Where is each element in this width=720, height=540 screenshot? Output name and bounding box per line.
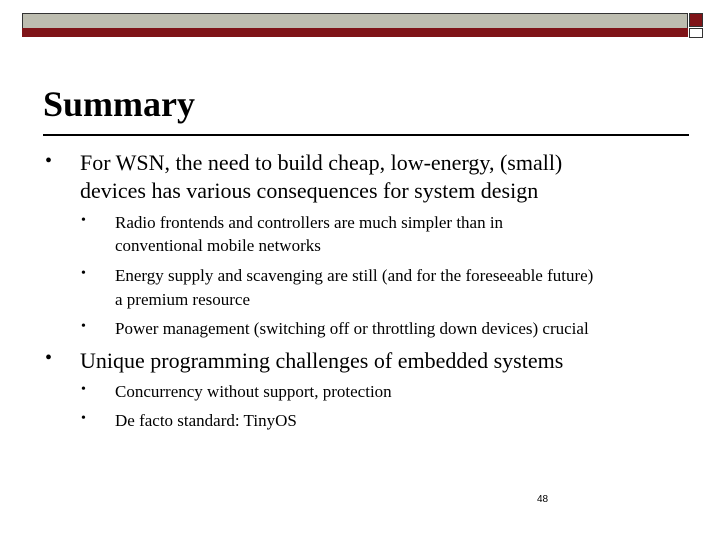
sub-bullet-1-3-line1: Power management (switching off or throttling down devices) crucial <box>115 319 589 338</box>
sub-bullet-1-2-line2: a premium resource <box>115 290 250 309</box>
sub-bullet-dot: • <box>81 411 86 426</box>
sub-bullet-2-2-line1: De facto standard: TinyOS <box>115 411 297 430</box>
bullet-dot: • <box>45 347 53 369</box>
sub-bullet-1-2-line1: Energy supply and scavenging are still (and for the foreseeable future) <box>115 266 594 285</box>
sub-bullet-dot: • <box>81 266 86 281</box>
title-rule <box>43 134 689 136</box>
sub-bullet-dot: • <box>81 213 86 228</box>
bullet-dot: • <box>45 150 53 172</box>
bullet-1-line1: For WSN, the need to build cheap, low-energy, (small) <box>80 150 563 175</box>
header-white-square <box>689 28 703 38</box>
slide-title: Summary <box>43 84 195 124</box>
header-maroon-square <box>689 13 703 27</box>
header-maroon-bar <box>22 28 688 37</box>
sub-bullet-1-1-line2: conventional mobile networks <box>115 236 321 255</box>
sub-bullet-1-1-line1: Radio frontends and controllers are much simpler than in <box>115 213 504 232</box>
bullet-2-line1: Unique programming challenges of embedded systems <box>80 348 564 373</box>
sub-bullet-dot: • <box>81 382 86 397</box>
header-gray-bar <box>22 13 688 29</box>
bullet-1-line2: devices has various consequences for system design <box>80 178 539 203</box>
page-number: 48 <box>537 494 549 505</box>
sub-bullet-2-1-line1: Concurrency without support, protection <box>115 382 392 401</box>
sub-bullet-dot: • <box>81 319 86 334</box>
